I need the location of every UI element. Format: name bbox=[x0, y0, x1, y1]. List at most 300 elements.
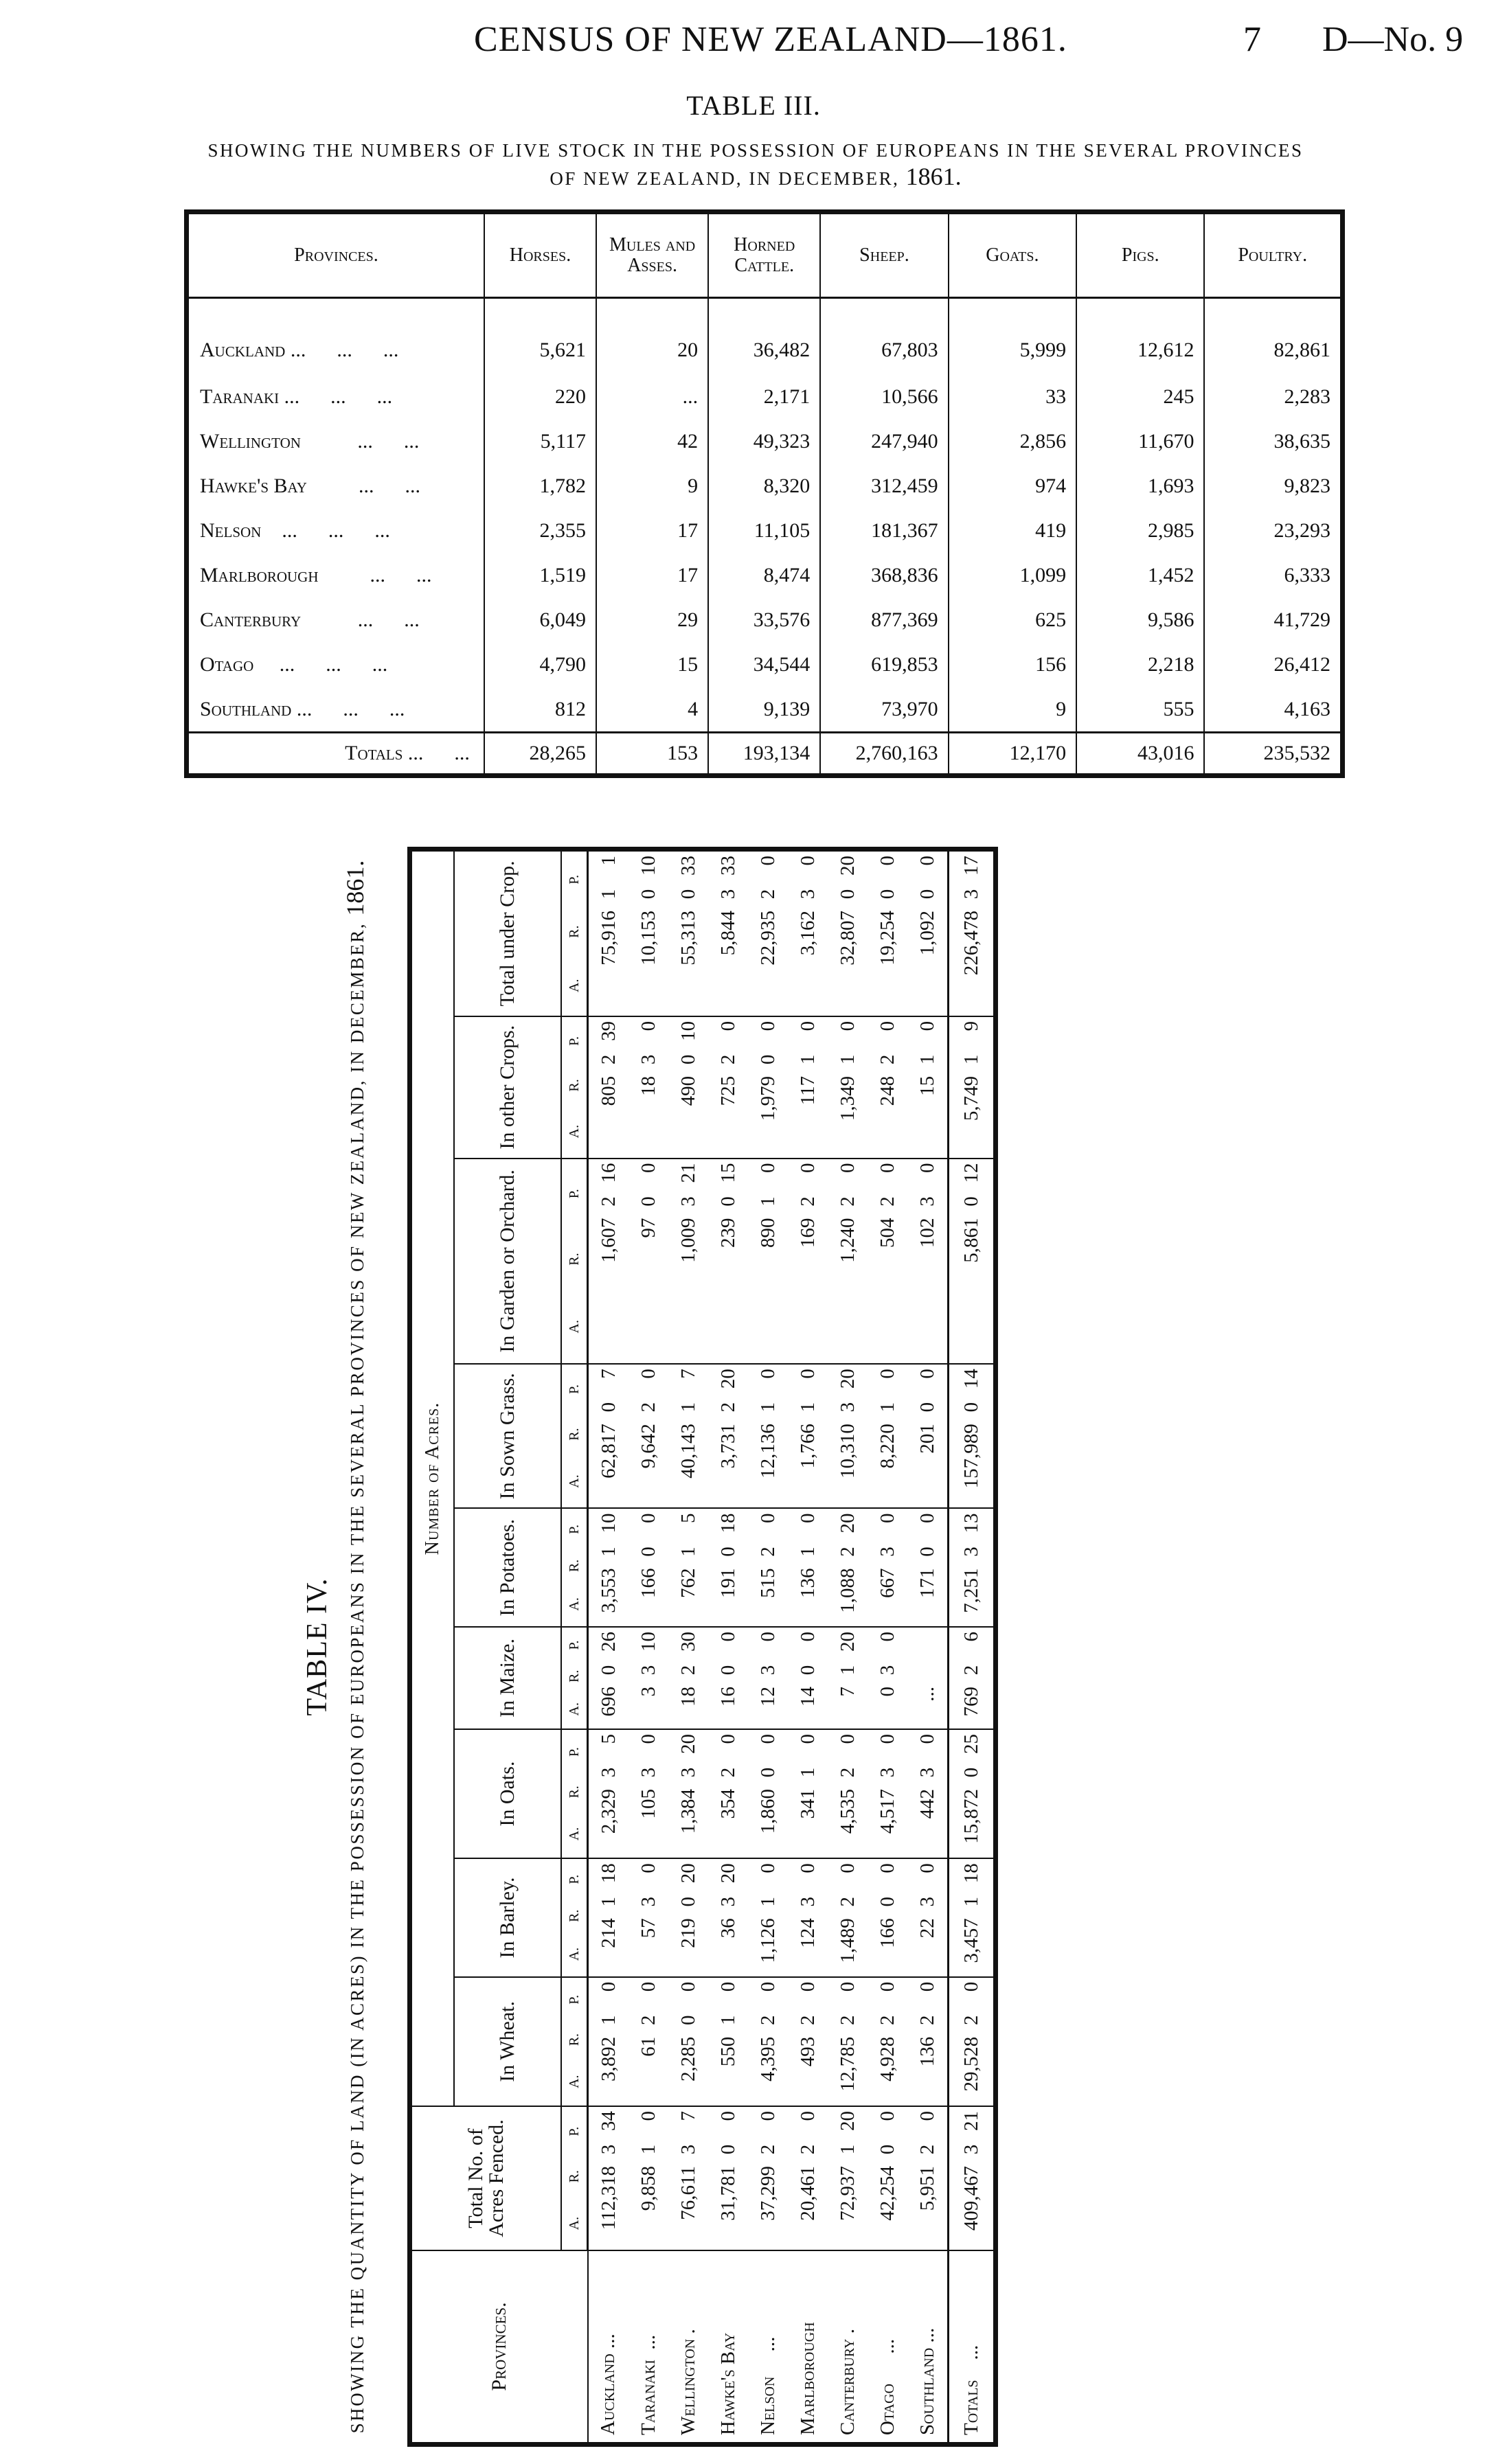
acre-value bbox=[797, 1632, 819, 1724]
acre-cell bbox=[588, 1729, 629, 1858]
acres: 112,318 bbox=[597, 2166, 620, 2231]
acre-value bbox=[960, 1514, 983, 1623]
crop-column-header: In Maize. bbox=[454, 1627, 561, 1729]
perches: 0 bbox=[756, 1513, 779, 1523]
roods: 1 bbox=[796, 1402, 819, 1413]
perches: 0 bbox=[836, 1981, 859, 1992]
acres: 3,892 bbox=[597, 2036, 620, 2082]
acre-cell bbox=[788, 2106, 828, 2250]
acre-cell bbox=[668, 1364, 708, 1508]
roods: 1 bbox=[836, 1665, 859, 1676]
acre-value bbox=[637, 1734, 660, 1853]
acre-value bbox=[837, 1514, 859, 1623]
acre-value bbox=[837, 1163, 859, 1360]
roods: 1 bbox=[960, 1054, 982, 1065]
roods: 1 bbox=[796, 1767, 819, 1778]
total-cell: 12,170 bbox=[949, 733, 1076, 776]
table-cell: 312,459 bbox=[820, 464, 948, 508]
land-acres-body bbox=[588, 849, 996, 2445]
roods: 2 bbox=[637, 2015, 659, 2026]
acres: 4,928 bbox=[876, 2036, 898, 2082]
roods: 0 bbox=[677, 1054, 699, 1065]
acre-value bbox=[876, 1021, 899, 1154]
table-row bbox=[187, 298, 1343, 375]
perches: 0 bbox=[916, 1734, 938, 1744]
roods: 3 bbox=[876, 1547, 898, 1557]
roods: 2 bbox=[716, 1054, 739, 1065]
crop-column-header: In Sown Grass. bbox=[454, 1364, 561, 1508]
acre-value bbox=[757, 1163, 780, 1360]
provinces-header: Provinces. bbox=[410, 2250, 588, 2445]
perches: 0 bbox=[637, 1369, 659, 1379]
acres: 55,313 bbox=[677, 911, 699, 966]
acre-cell bbox=[628, 1729, 668, 1858]
perches: 5 bbox=[677, 1513, 699, 1523]
acres: 124 bbox=[796, 1918, 819, 1948]
roods: 3 bbox=[637, 1665, 659, 1676]
roods: 0 bbox=[677, 889, 699, 900]
table-cell: 9 bbox=[596, 464, 708, 508]
totals-label: Totals ... bbox=[949, 2250, 996, 2445]
province-name: Wellington ... ... bbox=[200, 429, 420, 453]
unit-r: R. bbox=[567, 1559, 582, 1573]
perches: 18 bbox=[960, 1863, 982, 1884]
acre-cell bbox=[907, 2106, 949, 2250]
unit-header bbox=[561, 1159, 588, 1365]
table-row bbox=[187, 597, 1343, 642]
roods: 3 bbox=[637, 1767, 659, 1778]
perches: 13 bbox=[960, 1513, 982, 1533]
table3-subtitle bbox=[199, 137, 1312, 192]
roods: 1 bbox=[916, 1054, 938, 1065]
table-row bbox=[187, 553, 1343, 597]
acres: 32,807 bbox=[836, 911, 859, 966]
unit-r: R. bbox=[567, 2170, 582, 2183]
table-row bbox=[907, 849, 949, 2445]
roods: 3 bbox=[876, 1767, 898, 1778]
crop-column-header: In Garden or Orchard. bbox=[454, 1159, 561, 1365]
roods: 2 bbox=[916, 2015, 938, 2026]
table-cell: 368,836 bbox=[820, 553, 948, 597]
perches: 20 bbox=[836, 1632, 859, 1652]
acres: 5,749 bbox=[960, 1075, 982, 1121]
province-name: Otago ... ... ... bbox=[200, 652, 388, 676]
perches: 20 bbox=[836, 1369, 859, 1389]
table-row bbox=[788, 849, 828, 2445]
acre-value bbox=[717, 1163, 740, 1360]
perches: 0 bbox=[716, 1981, 739, 1992]
acres: 166 bbox=[637, 1568, 659, 1598]
roods: 1 bbox=[637, 2144, 659, 2155]
acre-cell bbox=[708, 1159, 748, 1365]
perches: 0 bbox=[916, 1981, 938, 1992]
acres: 169 bbox=[796, 1218, 819, 1248]
acre-cell bbox=[668, 2106, 708, 2250]
table-cell: 82,861 bbox=[1204, 298, 1342, 375]
acre-cell bbox=[748, 1627, 788, 1729]
acre-value bbox=[717, 1369, 740, 1503]
acre-value bbox=[916, 1632, 939, 1724]
table4-subtitle bbox=[342, 847, 370, 2447]
roods: 3 bbox=[677, 1767, 699, 1778]
perches: 7 bbox=[597, 1369, 620, 1379]
acre-cell bbox=[868, 1977, 907, 2106]
acres: 354 bbox=[716, 1789, 739, 1819]
table-cell: 2,856 bbox=[949, 419, 1076, 464]
unit-a: A. bbox=[567, 979, 582, 992]
acre-value bbox=[837, 1632, 859, 1724]
acre-value bbox=[837, 856, 859, 1012]
acres: 72,937 bbox=[836, 2166, 859, 2221]
document-number: D—No. 9 bbox=[1322, 20, 1464, 59]
table-cell: 619,853 bbox=[820, 642, 948, 687]
acre-value bbox=[960, 1982, 983, 2101]
acre-value bbox=[876, 1514, 899, 1623]
acre-cell bbox=[588, 849, 629, 1016]
acres: 1,349 bbox=[836, 1075, 859, 1121]
roods: 2 bbox=[756, 2015, 779, 2026]
acre-cell bbox=[628, 1159, 668, 1365]
acres: 1,126 bbox=[756, 1918, 779, 1963]
roods: 2 bbox=[756, 1547, 779, 1557]
table-cell: 555 bbox=[1076, 687, 1204, 733]
roods: 0 bbox=[916, 889, 938, 900]
unit-a: A. bbox=[567, 1702, 582, 1716]
acres: 15 bbox=[916, 1075, 938, 1096]
roods: 2 bbox=[716, 1402, 739, 1413]
acre-cell bbox=[788, 1016, 828, 1159]
roods: 0 bbox=[597, 1665, 620, 1676]
unit-r: R. bbox=[567, 925, 582, 938]
acres: 1,607 bbox=[597, 1218, 620, 1263]
acres: 57 bbox=[637, 1918, 659, 1939]
acre-cell bbox=[907, 1729, 949, 1858]
roods: 2 bbox=[796, 2015, 819, 2026]
roods: 3 bbox=[637, 1896, 659, 1907]
acre-cell bbox=[708, 1364, 748, 1508]
acre-cell bbox=[748, 1364, 788, 1508]
perches: 6 bbox=[960, 1632, 982, 1642]
table-row bbox=[187, 419, 1343, 464]
roods: 1 bbox=[796, 1547, 819, 1557]
acre-cell bbox=[828, 1858, 868, 1977]
perches: 0 bbox=[876, 1632, 898, 1642]
acre-value bbox=[757, 856, 780, 1012]
totals-label: Totals ... ... bbox=[187, 733, 484, 776]
acres: 1,860 bbox=[756, 1789, 779, 1834]
acres: 248 bbox=[876, 1075, 898, 1106]
acres: 12,136 bbox=[756, 1424, 779, 1479]
acre-value bbox=[598, 1863, 620, 1972]
acres: 2,285 bbox=[677, 2036, 699, 2082]
acres: 61 bbox=[637, 2036, 659, 2057]
acre-value bbox=[960, 1863, 983, 1972]
perches: 12 bbox=[960, 1163, 982, 1183]
roods: 0 bbox=[637, 1196, 659, 1207]
table-cell: 11,105 bbox=[708, 508, 820, 553]
table-cell: 1,693 bbox=[1076, 464, 1204, 508]
acre-value bbox=[797, 1514, 819, 1623]
perches: 0 bbox=[716, 1632, 739, 1642]
table-cell: 625 bbox=[949, 597, 1076, 642]
roods: 3 bbox=[916, 1767, 938, 1778]
perches: 9 bbox=[960, 1020, 982, 1031]
unit-labels bbox=[564, 1020, 585, 1155]
table-cell: 4 bbox=[596, 687, 708, 733]
acre-value bbox=[717, 1514, 740, 1623]
unit-a: A. bbox=[567, 1947, 582, 1961]
acres: 42,254 bbox=[876, 2166, 898, 2221]
table-cell: 247,940 bbox=[820, 419, 948, 464]
perches: 16 bbox=[597, 1163, 620, 1183]
unit-a: A. bbox=[567, 2216, 582, 2231]
acre-cell bbox=[788, 849, 828, 1016]
perches: 30 bbox=[677, 1632, 699, 1652]
unit-a: A. bbox=[567, 2075, 582, 2088]
acre-value bbox=[837, 1982, 859, 2101]
acre-cell bbox=[907, 1364, 949, 1508]
acre-cell bbox=[868, 1858, 907, 1977]
acres: 9,642 bbox=[637, 1424, 659, 1469]
total-cell: 28,265 bbox=[484, 733, 596, 776]
roods: 3 bbox=[597, 1767, 620, 1778]
roods: 3 bbox=[796, 889, 819, 900]
unit-p: P. bbox=[567, 1874, 582, 1884]
table3-title: TABLE III. bbox=[686, 90, 821, 121]
unit-header bbox=[561, 1729, 588, 1858]
acre-value bbox=[876, 1734, 899, 1853]
livestock-header-cell: Goats. bbox=[949, 212, 1076, 298]
province-name: Nelson ... ... ... bbox=[200, 518, 390, 542]
acre-value bbox=[598, 1021, 620, 1154]
perches: 21 bbox=[960, 2111, 982, 2131]
acres: 97 bbox=[637, 1218, 659, 1238]
perches: 14 bbox=[960, 1369, 982, 1389]
livestock-table bbox=[184, 209, 1345, 778]
roods: 0 bbox=[876, 2144, 898, 2155]
acre-cell bbox=[588, 1016, 629, 1159]
acre-cell bbox=[788, 1364, 828, 1508]
acre-cell bbox=[907, 1977, 949, 2106]
acre-value bbox=[916, 1863, 939, 1972]
acre-value bbox=[797, 1021, 819, 1154]
roods: 0 bbox=[756, 1767, 779, 1778]
acre-value bbox=[677, 856, 700, 1012]
acre-value bbox=[757, 1369, 780, 1503]
acres: 10,153 bbox=[637, 911, 659, 966]
acre-cell bbox=[748, 1509, 788, 1628]
table-cell: 33,576 bbox=[708, 597, 820, 642]
roods: 2 bbox=[597, 1196, 620, 1207]
perches: 0 bbox=[716, 1020, 739, 1031]
perches: 0 bbox=[836, 1863, 859, 1873]
table-cell: 2,283 bbox=[1204, 374, 1342, 419]
perches: 0 bbox=[637, 1863, 659, 1873]
acres: 136 bbox=[796, 1568, 819, 1598]
roods: 0 bbox=[916, 1402, 938, 1413]
roods: 1 bbox=[836, 2144, 859, 2155]
province-name: Canterbury ... ... bbox=[200, 608, 420, 631]
unit-p: P. bbox=[567, 1384, 582, 1394]
perches: 10 bbox=[637, 1632, 659, 1652]
acre-value bbox=[677, 1369, 700, 1503]
acre-cell bbox=[828, 1977, 868, 2106]
acre-value bbox=[876, 1863, 899, 1972]
perches: 20 bbox=[836, 856, 859, 876]
table-cell: 1,519 bbox=[484, 553, 596, 597]
perches: 0 bbox=[796, 1863, 819, 1873]
acre-cell bbox=[828, 1016, 868, 1159]
table-cell: 156 bbox=[949, 642, 1076, 687]
acres: 409,467 bbox=[960, 2166, 982, 2231]
table-cell: 9,139 bbox=[708, 687, 820, 733]
acre-value bbox=[757, 2111, 780, 2246]
acres: 166 bbox=[876, 1918, 898, 1948]
unit-r: R. bbox=[567, 1786, 582, 1799]
acre-value bbox=[797, 1369, 819, 1503]
roods: 3 bbox=[916, 1196, 938, 1207]
perches: 0 bbox=[637, 1981, 659, 1992]
acre-cell bbox=[949, 1977, 996, 2106]
acres: 3,731 bbox=[716, 1424, 739, 1469]
acres: 102 bbox=[916, 1218, 938, 1248]
roods: 2 bbox=[677, 1665, 699, 1676]
table-cell: 38,635 bbox=[1204, 419, 1342, 464]
perches: 0 bbox=[716, 1734, 739, 1744]
province-name: Nelson ... bbox=[756, 2336, 779, 2435]
acre-cell bbox=[588, 1364, 629, 1508]
livestock-header-cell: Horned Cattle. bbox=[708, 212, 820, 298]
table-row bbox=[187, 374, 1343, 419]
roods: 1 bbox=[960, 1896, 982, 1907]
perches: 0 bbox=[876, 1734, 898, 1744]
acre-value bbox=[717, 1632, 740, 1724]
province-name: Hawke's Bay bbox=[716, 2332, 739, 2435]
table-cell: 9,823 bbox=[1204, 464, 1342, 508]
acre-cell bbox=[828, 1364, 868, 1508]
table-row bbox=[187, 687, 1343, 733]
table-cell: 20 bbox=[596, 298, 708, 375]
table-row bbox=[828, 849, 868, 2445]
table3-subtitle-text: SHOWING THE NUMBERS OF LIVE STOCK IN THE POSSESSION OF EUROPEANS IN THE SEVERAL PROVINCES OF NEW ZEALAND, IN DECEMBER, bbox=[207, 140, 1304, 189]
land-acres-header bbox=[410, 849, 588, 2445]
livestock-header-cell: Mules and Asses. bbox=[596, 212, 708, 298]
perches: 0 bbox=[796, 1513, 819, 1523]
perches: 0 bbox=[796, 856, 819, 866]
livestock-header-row bbox=[187, 212, 1343, 298]
roods: 0 bbox=[716, 1665, 739, 1676]
acre-cell bbox=[788, 1627, 828, 1729]
livestock-header-cell: Provinces. bbox=[187, 212, 484, 298]
acres: 341 bbox=[796, 1789, 819, 1819]
unit-r: R. bbox=[567, 1079, 582, 1092]
unit-header bbox=[561, 1858, 588, 1977]
perches: 20 bbox=[677, 1734, 699, 1754]
table-cell: 36,482 bbox=[708, 298, 820, 375]
roods: 2 bbox=[756, 2144, 779, 2155]
perches: 0 bbox=[916, 1863, 938, 1873]
table-cell: 1,099 bbox=[949, 553, 1076, 597]
acre-value bbox=[960, 1734, 983, 1853]
acre-value bbox=[677, 1632, 700, 1724]
acre-value bbox=[677, 1163, 700, 1360]
unit-header bbox=[561, 1977, 588, 2106]
roods: 2 bbox=[716, 1767, 739, 1778]
province-name: Southland ... bbox=[916, 2327, 938, 2435]
roods: 0 bbox=[597, 1402, 620, 1413]
unit-header bbox=[561, 1509, 588, 1628]
acres: 10,310 bbox=[836, 1424, 859, 1479]
page-header bbox=[0, 19, 1507, 67]
acre-cell bbox=[949, 849, 996, 1016]
acres: 504 bbox=[876, 1218, 898, 1248]
acre-cell bbox=[748, 1159, 788, 1365]
roods: 1 bbox=[716, 2015, 739, 2026]
table3-year: 1861. bbox=[905, 163, 962, 190]
acre-cell bbox=[949, 1364, 996, 1508]
acre-value bbox=[717, 1734, 740, 1853]
perches: 18 bbox=[716, 1513, 739, 1533]
roods: 1 bbox=[836, 1054, 859, 1065]
roods: 0 bbox=[677, 2015, 699, 2026]
unit-header bbox=[561, 1627, 588, 1729]
table-cell: 220 bbox=[484, 374, 596, 419]
acres: 201 bbox=[916, 1424, 938, 1454]
acres: 36 bbox=[716, 1918, 739, 1939]
table-cell: 2,218 bbox=[1076, 642, 1204, 687]
acres: 239 bbox=[716, 1218, 739, 1248]
perches: 0 bbox=[876, 1513, 898, 1523]
acre-cell bbox=[748, 849, 788, 1016]
acres: 62,817 bbox=[597, 1424, 620, 1479]
roods: 3 bbox=[876, 1665, 898, 1676]
perches: 33 bbox=[677, 856, 699, 876]
roods: 0 bbox=[960, 1767, 982, 1778]
province-name: Canterbury . bbox=[836, 2329, 859, 2435]
acres: 3,457 bbox=[960, 1918, 982, 1963]
table-row bbox=[187, 464, 1343, 508]
acre-value bbox=[837, 1863, 859, 1972]
roods: 1 bbox=[796, 1054, 819, 1065]
perches: 0 bbox=[916, 1163, 938, 1174]
livestock-header-cell: Pigs. bbox=[1076, 212, 1204, 298]
acre-cell bbox=[907, 1627, 949, 1729]
acre-cell bbox=[748, 1977, 788, 2106]
acre-cell bbox=[708, 849, 748, 1016]
acres: 515 bbox=[756, 1568, 779, 1598]
acre-value bbox=[677, 1514, 700, 1623]
perches: 0 bbox=[796, 2111, 819, 2121]
acre-value bbox=[757, 1632, 780, 1724]
acre-cell bbox=[668, 1159, 708, 1365]
table-cell: 6,049 bbox=[484, 597, 596, 642]
roods: 0 bbox=[716, 2144, 739, 2155]
acres: 1,088 bbox=[836, 1568, 859, 1613]
acre-value bbox=[598, 1632, 620, 1724]
totals-row bbox=[949, 849, 996, 2445]
acres: 136 bbox=[916, 2036, 938, 2067]
table-cell: 5,621 bbox=[484, 298, 596, 375]
unit-labels bbox=[564, 2110, 585, 2247]
acre-value bbox=[757, 1863, 780, 1972]
acres: 1,766 bbox=[796, 1424, 819, 1469]
total-cell: 43,016 bbox=[1076, 733, 1204, 776]
province-name: Auckland ... ... ... bbox=[200, 339, 399, 361]
perches: 18 bbox=[597, 1863, 620, 1884]
perches: 0 bbox=[916, 1369, 938, 1379]
roods: 3 bbox=[637, 1054, 659, 1065]
province-name: Taranaki ... ... ... bbox=[200, 385, 393, 408]
